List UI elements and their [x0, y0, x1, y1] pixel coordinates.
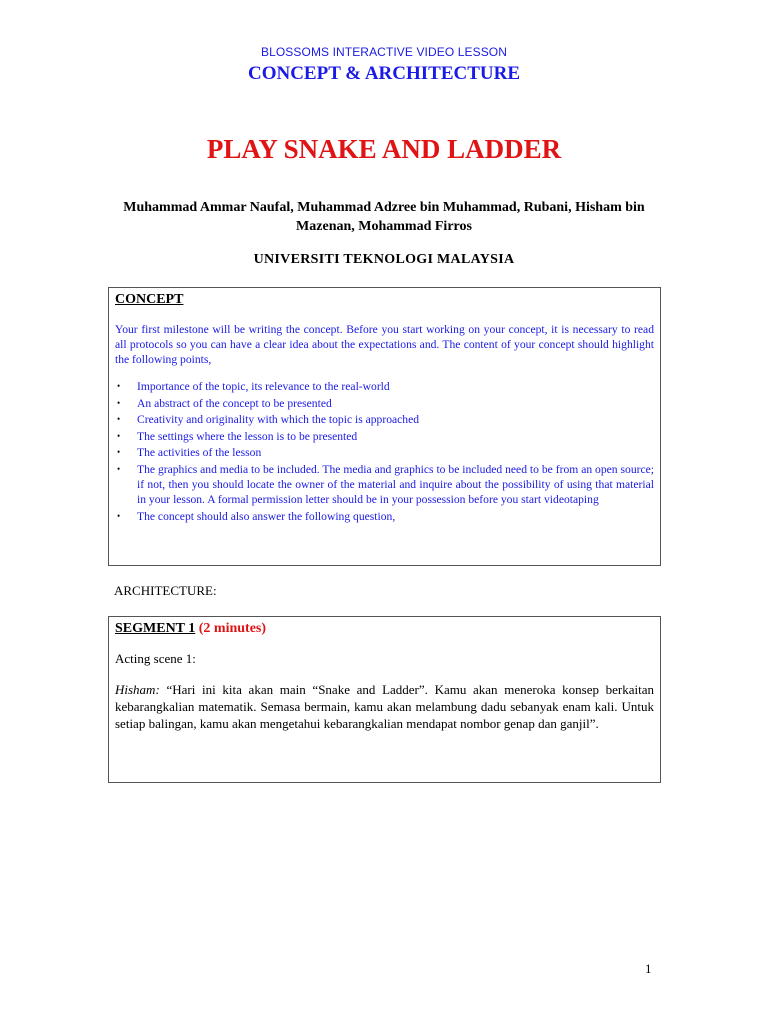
concept-point: The activities of the lesson	[137, 446, 262, 460]
segment-duration: (2 minutes)	[198, 621, 267, 636]
bullet-icon: •	[117, 414, 121, 425]
concept-points-list	[115, 379, 654, 524]
segment-box	[108, 616, 661, 783]
concept-point: The settings where the lesson is to be presented	[137, 429, 358, 443]
bullet-icon: •	[117, 463, 121, 474]
document-subtitle: CONCEPT & ARCHITECTURE	[247, 63, 521, 84]
concept-point: An abstract of the concept to be presented	[137, 396, 332, 410]
author-list: Muhammad Ammar Naufal, Muhammad Adzree bin Muhammad, Rubani, Hisham bin Mazenan, Mohammad Firros	[123, 200, 645, 234]
concept-box	[108, 287, 661, 566]
list-item	[115, 429, 654, 444]
page-number: 1	[645, 961, 652, 976]
concept-intro: Your first milestone will be writing the concept. Before you start working on your concept, it is necessary to read all protocols so you can have a clear idea about the expectations and. The content of your concept should highlight the following points,	[115, 323, 654, 366]
dialogue-text	[115, 681, 654, 732]
list-item	[115, 509, 654, 524]
bullet-icon: •	[117, 397, 121, 408]
list-item	[115, 462, 654, 507]
speaker-name: Hisham:	[115, 682, 160, 697]
bullet-icon: •	[117, 510, 121, 521]
bullet-icon: •	[117, 430, 121, 441]
bullet-icon: •	[117, 447, 121, 458]
concept-point: The concept should also answer the following question,	[137, 509, 396, 523]
concept-point: Importance of the topic, its relevance to the real-world	[137, 380, 390, 393]
list-item	[115, 396, 654, 411]
list-item	[115, 412, 654, 427]
segment-heading	[115, 621, 654, 651]
bullet-icon: •	[117, 381, 121, 391]
list-item	[115, 379, 654, 394]
concept-heading: CONCEPT	[115, 292, 184, 307]
concept-point: The graphics and media to be included. The media and graphics to be included need to be from an open source; if not, then you should locate the owner of the material and inquire about the possibility of using that material in your lesson. A formal permission letter should be in your possession before you start videotaping	[137, 462, 654, 506]
university-name: UNIVERSITI TEKNOLOGI MALAYSIA	[253, 252, 515, 267]
architecture-label: ARCHITECTURE:	[114, 583, 217, 598]
list-item	[115, 445, 654, 460]
concept-point: Creativity and originality with which the topic is approached	[137, 413, 420, 427]
dialogue-line: “Hari ini kita akan main “Snake and Ladder”. Kamu akan meneroka konsep berkaitan kebarangkalian matematik. Semasa bermain, kamu akan melambung dadu sebanyak enam kali. Untuk setiap balingan, kamu akan mengetahui kebarangkalian mendapat nombor genap dan ganjil”.	[115, 682, 654, 731]
segment-label: SEGMENT 1	[115, 621, 196, 636]
lesson-title: PLAY SNAKE AND LADDER	[206, 134, 562, 164]
series-title: BLOSSOMS INTERACTIVE VIDEO LESSON	[260, 45, 508, 59]
acting-scene-label: Acting scene 1:	[115, 651, 196, 666]
